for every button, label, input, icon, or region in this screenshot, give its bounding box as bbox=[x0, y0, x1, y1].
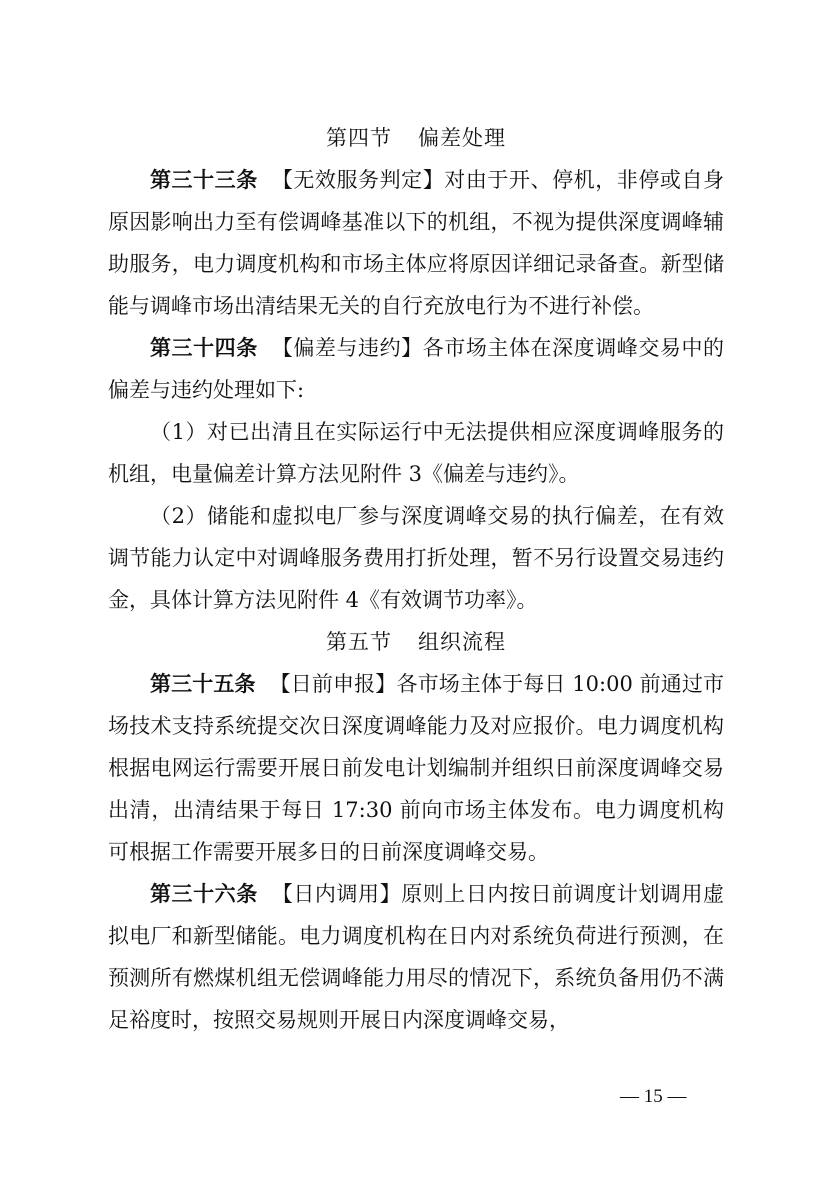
section-title: 偏差处理 bbox=[418, 126, 506, 150]
article-title: 【偏差与违约】 bbox=[271, 336, 423, 360]
section-heading-5 bbox=[108, 621, 724, 663]
page-number: — 15 — bbox=[620, 1086, 687, 1107]
article-title: 【日内调用】 bbox=[271, 882, 402, 906]
article-text: 各市场主体在深度调峰交易中的偏差与违约处理如下: bbox=[108, 336, 725, 402]
article-number: 第三十六条 bbox=[150, 882, 258, 906]
section-label: 第五节 bbox=[326, 630, 392, 654]
article-34-item-2: （2）储能和虚拟电厂参与深度调峰交易的执行偏差，在有效调节能力认定中对调峰服务费用打折处理，暂不另行设置交易违约金，具体计算方法见附件 4《有效调节功率》。 bbox=[108, 504, 724, 612]
article-34 bbox=[108, 327, 724, 411]
article-33 bbox=[108, 159, 724, 327]
section-label: 第四节 bbox=[326, 126, 392, 150]
article-title: 【日前申报】 bbox=[269, 672, 397, 696]
document-body bbox=[108, 117, 724, 1041]
article-text: 各市场主体于每日 10:00 前通过市场技术支持系统提交次日深度调峰能力及对应报价。电力调度机构根据电网运行需要开展日前发电计划编制并组织日前深度调峰交易出清，出清结果于每日 17:30 前向市场主体发布。电力调度机构可根据工作需要开展多日的日前深度调峰交易。 bbox=[108, 672, 724, 864]
article-number: 第三十四条 bbox=[150, 336, 258, 360]
article-35 bbox=[108, 663, 724, 873]
article-number: 第三十三条 bbox=[150, 168, 258, 192]
article-number: 第三十五条 bbox=[150, 672, 256, 696]
article-text: 对由于开、停机，非停或自身原因影响出力至有偿调峰基准以下的机组，不视为提供深度调峰辅助服务，电力调度机构和市场主体应将原因详细记录备查。新型储能与调峰市场出清结果无关的自行充放电行为不进行补偿。 bbox=[108, 168, 725, 318]
article-36 bbox=[108, 873, 724, 1041]
article-title: 【无效服务判定】 bbox=[271, 168, 445, 192]
article-text: 原则上日内按日前调度计划调用虚拟电厂和新型储能。电力调度机构在日内对系统负荷进行预测，在预测所有燃煤机组无偿调峰能力用尽的情况下，系统负备用仍不满足裕度时，按照交易规则开展日内深度调峰交易， bbox=[108, 882, 725, 1032]
section-heading-4 bbox=[108, 117, 724, 159]
article-34-item-1: （1）对已出清且在实际运行中无法提供相应深度调峰服务的机组，电量偏差计算方法见附件 3《偏差与违约》。 bbox=[108, 420, 724, 486]
section-title: 组织流程 bbox=[418, 630, 506, 654]
